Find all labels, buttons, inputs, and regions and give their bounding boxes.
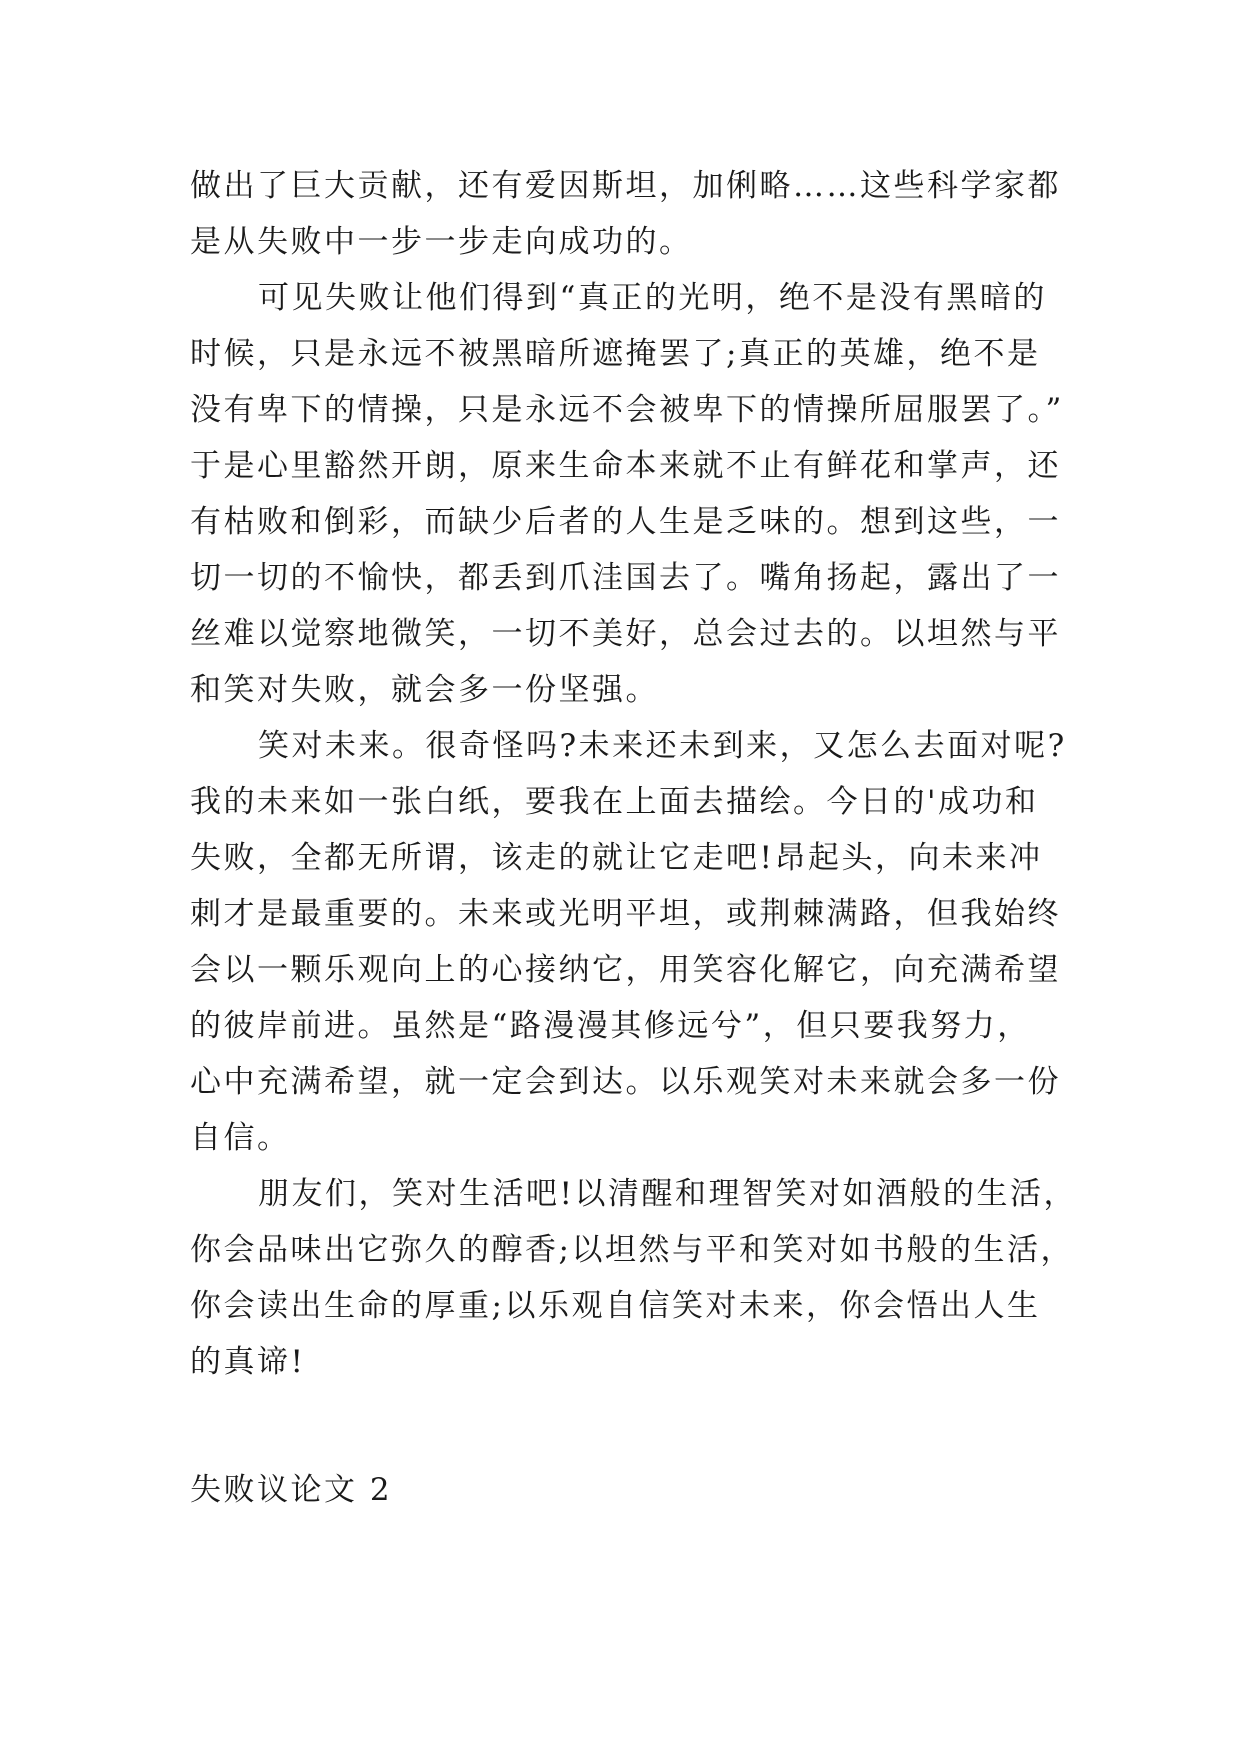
paragraph-start-line: 可见失败让他们得到“真正的光明，绝不是没有黑暗的 (258, 280, 1047, 316)
text-line: 的彼岸前进。虽然是“路漫漫其修远兮”，但只要我努力， (190, 1008, 1031, 1044)
text-line: 于是心里豁然开朗，原来生命本来就不止有鲜花和掌声，还 (190, 448, 1061, 484)
text-line: 你会读出生命的厚重;以乐观自信笑对未来，你会悟出人生 (190, 1288, 1041, 1324)
text-line: 切一切的不愉快，都丢到爪洼国去了。嘴角扬起，露出了一 (190, 560, 1061, 596)
text-line: 是从失败中一步一步走向成功的。 (190, 224, 693, 260)
paragraph-start-line: 笑对未来。很奇怪吗?未来还未到来，又怎么去面对呢? (258, 728, 1067, 764)
text-line: 做出了巨大贡献，还有爱因斯坦，加俐略……这些科学家都 (190, 168, 1061, 204)
text-line: 有枯败和倒彩，而缺少后者的人生是乏味的。想到这些，一 (190, 504, 1061, 540)
text-line: 刺才是最重要的。未来或光明平坦，或荆棘满路，但我始终 (190, 896, 1061, 932)
text-line: 我的未来如一张白纸，要我在上面去描绘。今日的'成功和 (190, 784, 1039, 820)
section-title: 失败议论文 2 (190, 1472, 393, 1508)
text-line: 失败，全都无所谓，该走的就让它走吧!昂起头，向未来冲 (190, 840, 1043, 876)
text-line: 没有卑下的情操，只是永远不会被卑下的情操所屈服罢了。” (190, 392, 1064, 428)
text-line: 会以一颗乐观向上的心接纳它，用笑容化解它，向充满希望 (190, 952, 1061, 988)
text-line: 你会品味出它弥久的醇香;以坦然与平和笑对如书般的生活， (190, 1232, 1074, 1268)
text-line: 的真谛! (190, 1344, 306, 1380)
text-line: 自信。 (190, 1120, 291, 1156)
text-line: 和笑对失败，就会多一份坚强。 (190, 672, 659, 708)
text-line: 心中充满希望，就一定会到达。以乐观笑对未来就会多一份 (190, 1064, 1061, 1100)
paragraph-start-line: 朋友们，笑对生活吧!以清醒和理智笑对如酒般的生活， (258, 1176, 1077, 1212)
text-line: 时候，只是永远不被黑暗所遮掩罢了;真正的英雄，绝不是 (190, 336, 1041, 372)
text-line: 丝难以觉察地微笑，一切不美好，总会过去的。以坦然与平 (190, 616, 1061, 652)
